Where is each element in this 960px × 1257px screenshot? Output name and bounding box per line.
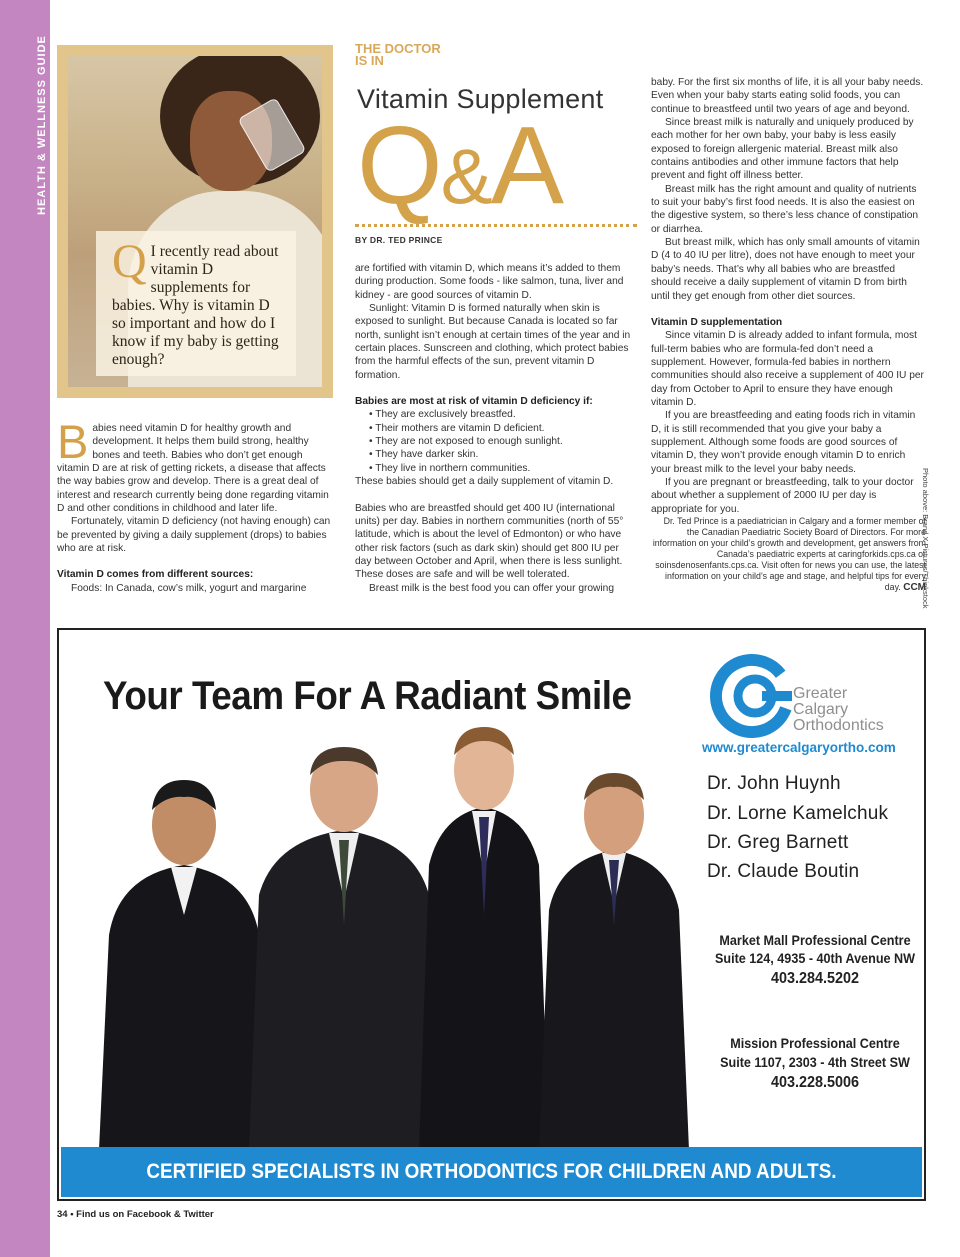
article-column-1 (57, 415, 333, 595)
location-phone: 403.228.5006 (770, 1074, 860, 1091)
subheading: Babies are most at risk of vitamin D deficiency if: (355, 396, 593, 408)
question-letter: Q (112, 235, 147, 288)
location-name: Market Mall Professional Centre (719, 932, 911, 948)
doctor-name: Dr. Lorne Kamelchuk (707, 803, 889, 824)
paragraph: If you are breastfeeding and eating foods rich in vitamin D, it is still recommended that you give your baby a supplement. Although some foods are good sources of vitamin D, they won’t provide enough vitamin D to enrich your breast milk to the level your baby needs. (651, 410, 916, 475)
paragraph: are fortified with vitamin D, which means it’s added to them during production. Some foods - like salmon, tuna, liver and kidney - are good sources of vitamin D. (355, 263, 624, 301)
column-kicker: THE DOCTOR IS IN (355, 41, 441, 68)
doctor-name: Dr. Claude Boutin (707, 861, 860, 882)
article-photo-frame (57, 45, 333, 398)
subheading: Vitamin D supplementation (651, 316, 783, 328)
ccm-mark: CCM (903, 582, 926, 593)
list-item: • They are exclusively breastfed. (369, 408, 633, 421)
drop-cap: B (57, 415, 89, 468)
byline: BY DR. TED PRINCE (355, 235, 443, 245)
risk-list (355, 408, 633, 475)
location-address: Suite 124, 4935 - 40th Avenue NW (714, 950, 916, 966)
list-item: • Their mothers are vitamin D deficient. (369, 422, 633, 435)
orthodontics-advertisement (57, 628, 926, 1201)
doctor-name: Dr. Greg Barnett (707, 832, 849, 853)
woman-drinking-water-photo (68, 56, 322, 387)
section-label: HEALTH & WELLNESS GUIDE (36, 35, 48, 215)
author-bio: Dr. Ted Prince is a paediatrician in Calgary and a former member of the Canadian Paediatric Society Board of Directors. For more information on your child’s growth and development, get answers from Canada’s paediatric experts at caringforkids.cps.ca or soinsdenosenfants.cps.ca. Visit often for news you can use, the latest information on your child’s age and stage, and helpful tips for every day. CCM (652, 516, 926, 593)
paragraph: These babies should get a daily supplement of vitamin D. (355, 476, 614, 488)
paragraph: baby. For the first six months of life, it is all your baby needs. Even when your baby starts eating solid foods, you can continue to breastfeed until two years of age and beyond. (651, 77, 924, 115)
paragraph: abies need vitamin D for healthy growth and development. It helps them build strong, healthy bones and teeth. Babies who don’t get enough vitamin D are at risk of getting rickets, a disease that affects the way babies grow and develop. There is a great deal of interest and research currently being done regarding vitamin D and other conditions in childhood and later life. (57, 423, 329, 515)
paragraph: Breast milk has the right amount and quality of nutrients to suit your baby’s first food needs. It is also the easiest on the digestive system, so there’s less chance of constipation or diarrhea. (651, 183, 919, 235)
headline: Vitamin Supplement (357, 84, 604, 114)
doctor-name: Dr. John Huynh (707, 773, 841, 794)
page-footer: 34 • Find us on Facebook & Twitter (57, 1209, 214, 1220)
photo-credit: Photo above: Brand X Pictures/Thinkstock (921, 468, 930, 609)
location-name: Mission Professional Centre (730, 1035, 900, 1051)
paragraph: Babies who are breastfed should get 400 IU (international units) per day. Babies in northern communities (north of 55° latitude, which is about the level of Edmonton) or who have other risk factors (such as dark skin) should get 800 IU per day between October and April, when there is less sunlight. These doses are safe and will be well tolerated. (355, 502, 624, 581)
subheading: Vitamin D comes from different sources: (57, 569, 254, 581)
article-column-2 (355, 262, 633, 595)
question-text: I recently read about vitamin D supplements for babies. Why is vitamin D so important and how do I know if my baby is getting enough? (112, 243, 279, 368)
paragraph: Breast milk is the best food you can offer your growing (369, 582, 615, 594)
list-item: • They live in northern communities. (369, 462, 633, 475)
qa-title: Q&A (357, 104, 562, 227)
paragraph: Sunlight: Vitamin D is formed naturally when skin is exposed to sunlight. But because Canada is located so far north, sunlight isn’t enough at certain times of the year and in certain places. Sunscreen and clothing, which protect babies from the harmful effects of the sun, prevent vitamin D formation. (355, 303, 631, 381)
section-sidebar-strip (0, 0, 50, 1257)
paragraph: Since breast milk is naturally and uniquely produced by each mother for her own baby, your baby is less easily exposed to foreign allergenic material. Breast milk also contains antibodies and other immune factors that help prevent and fight off illness better. (651, 117, 914, 182)
paragraph: If you are pregnant or breastfeeding, talk to your doctor about whether a supplement of 2000 IU per day is appropriate for you. (651, 476, 914, 515)
certified-banner: CERTIFIED SPECIALISTS IN ORTHODONTICS FOR CHILDREN AND ADULTS. (61, 1147, 922, 1197)
list-item: • They have darker skin. (369, 448, 633, 461)
paragraph: Since vitamin D is already added to infant formula, most full-term babies who are formula-fed don’t need a supplement. However, formula-fed babies in northern communities should also receive a supplement of 400 IU per day from October to April to ensure they have enough vitamin D. (651, 330, 924, 408)
paragraph: Fortunately, vitamin D deficiency (not having enough) can be prevented by giving a daily supplement (drops) to babies who are at risk. (57, 516, 331, 555)
paragraph: Foods: In Canada, cow’s milk, yogurt and margarine (71, 582, 307, 594)
dotted-divider (355, 224, 637, 227)
article-column-3 (651, 76, 926, 593)
ad-title: Your Team For A Radiant Smile (103, 674, 632, 718)
website-link[interactable]: www.greatercalgaryortho.com (702, 740, 896, 755)
greater-calgary-orthodontics-logo-icon (707, 654, 797, 738)
list-item: • They are not exposed to enough sunlight. (369, 435, 633, 448)
orthodontist-team-photo (79, 725, 699, 1150)
question-box (96, 231, 296, 376)
logo-wordmark: Greater Calgary Orthodontics (793, 685, 884, 734)
location-phone: 403.284.5202 (770, 970, 860, 987)
paragraph: But breast milk, which has only small amounts of vitamin D (4 to 40 IU per litre), does not have enough to meet your baby’s needs. That’s why all babies who are breastfed should receive a daily supplement of vitamin D from birth until they get enough from other diet sources. (651, 237, 920, 302)
location-address: Suite 1107, 2303 - 4th Street SW (720, 1054, 910, 1070)
